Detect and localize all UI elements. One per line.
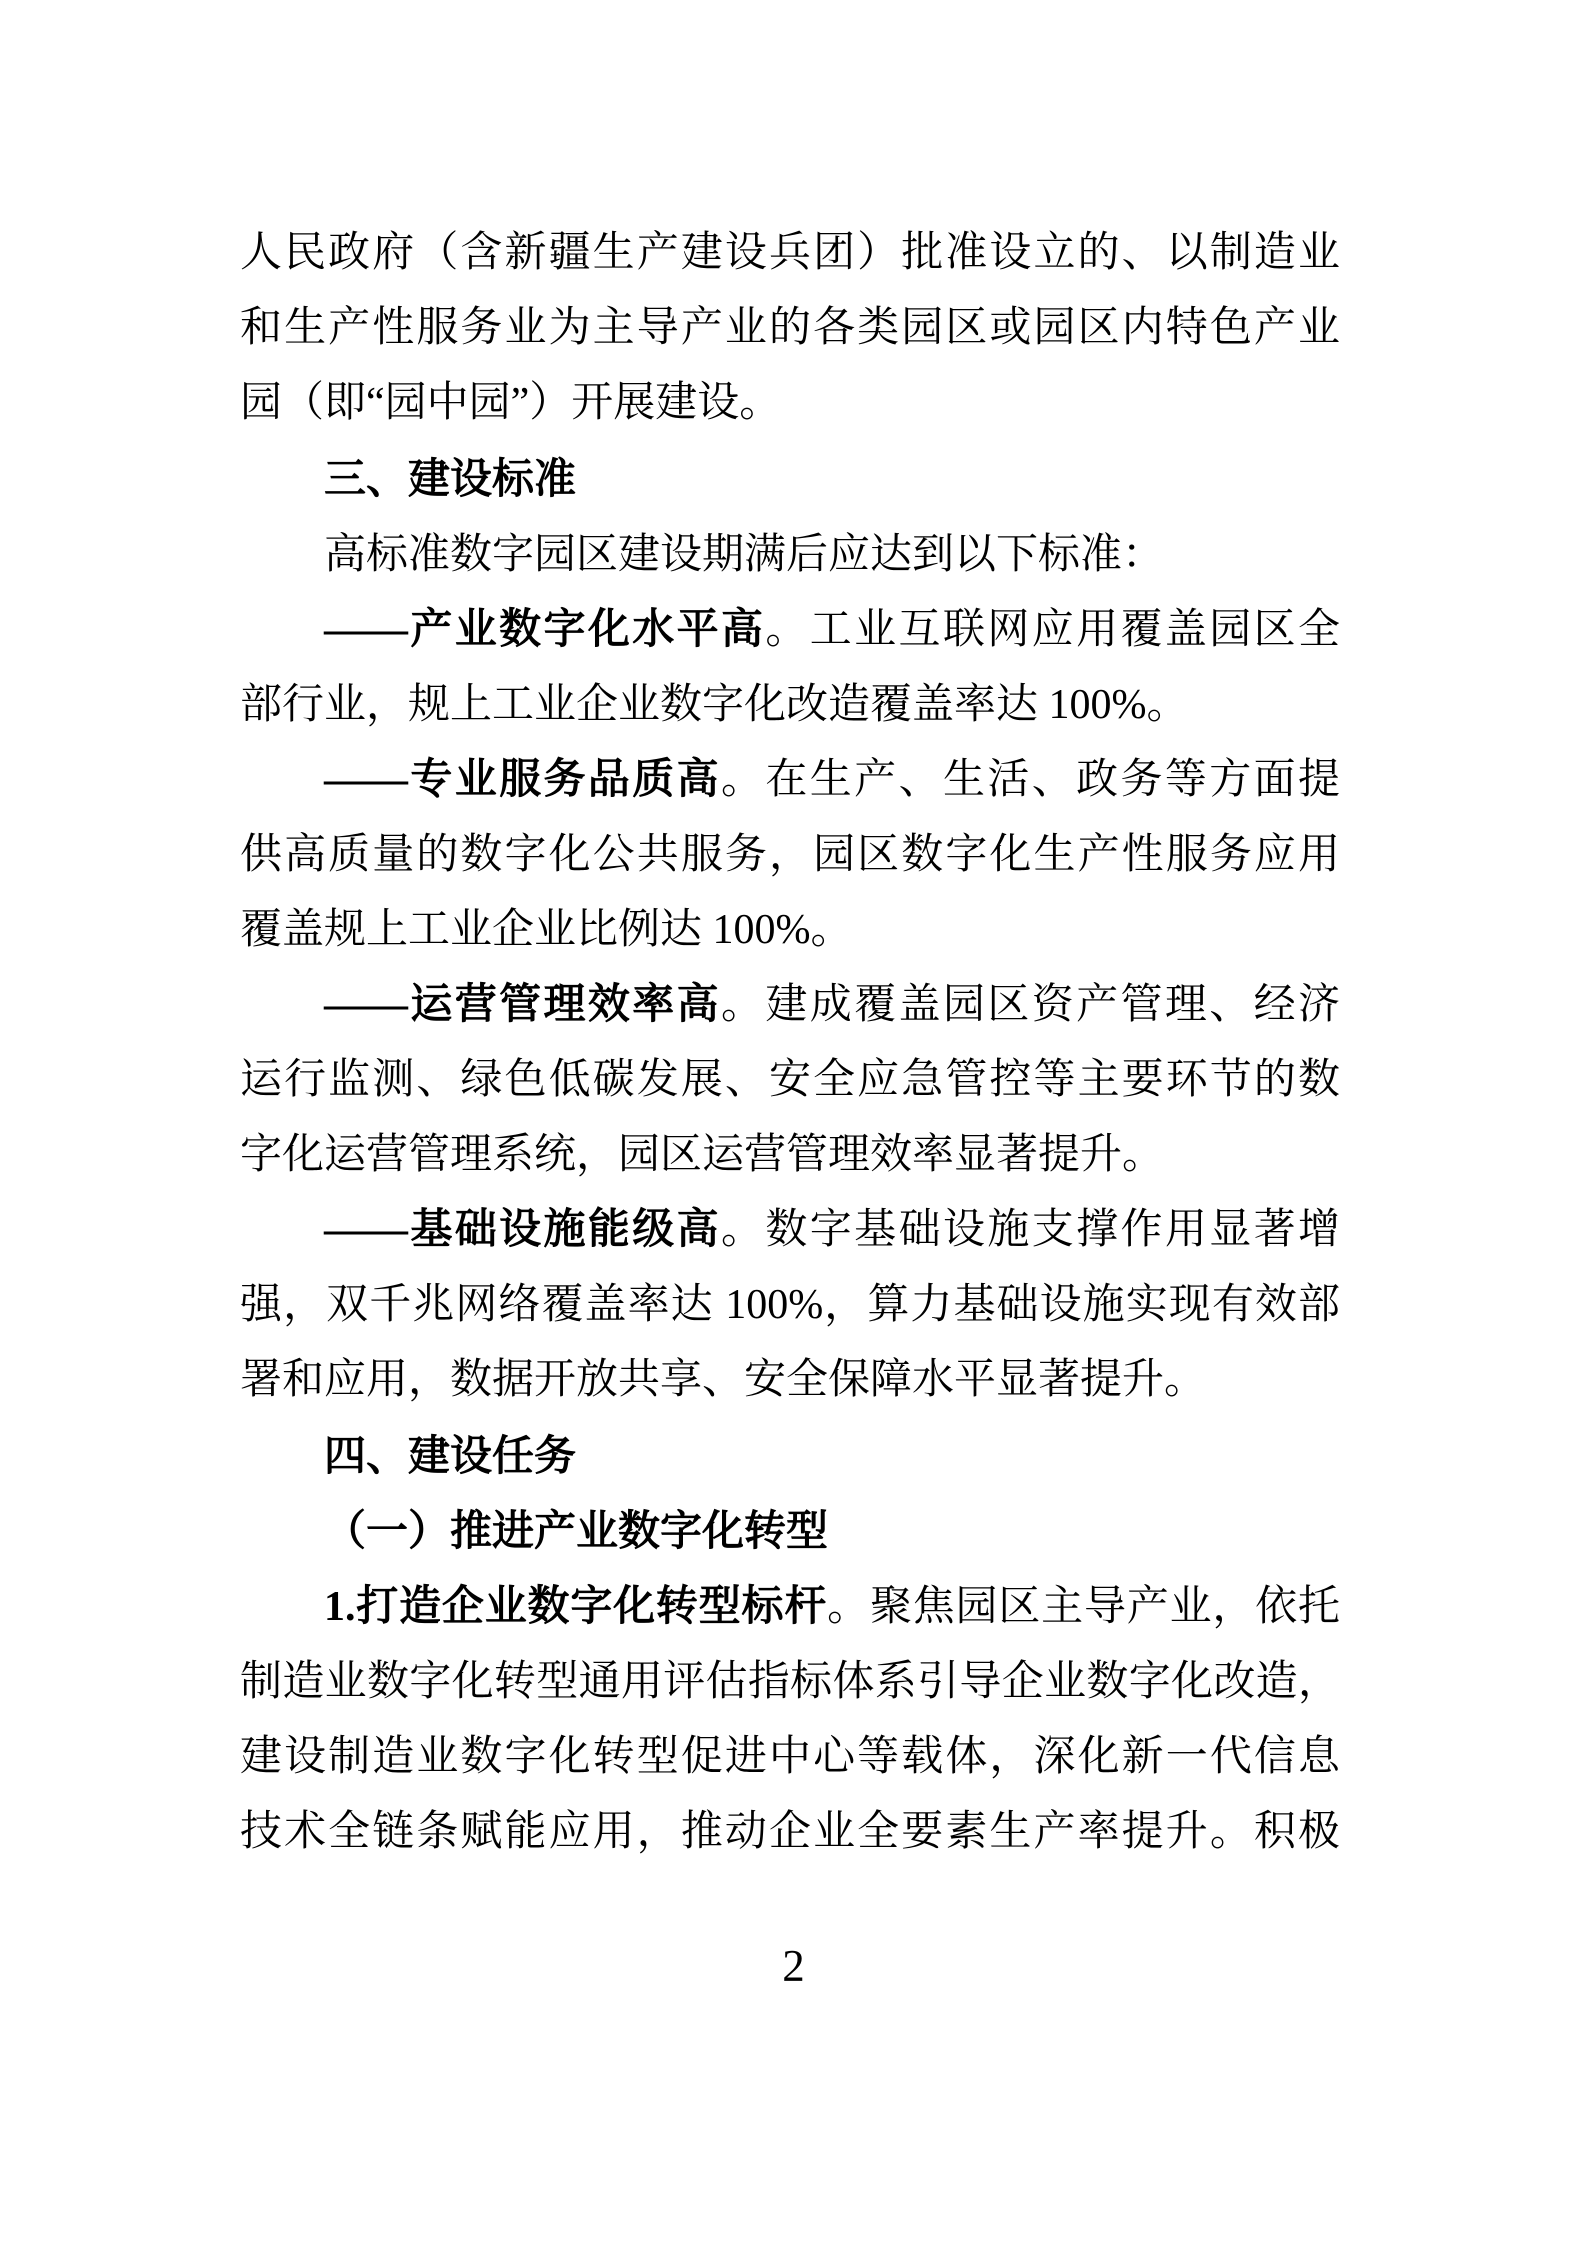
body-text: 字化运营管理系统，园区运营管理效率显著提升。 [240,1132,1165,1178]
run-in-heading: 1.打造企业数字化转型标杆 [324,1584,828,1630]
text-line [240,818,1340,893]
run-in-heading: ——基础设施能级高 [324,1207,722,1253]
body-text: 。数字基础设施支撑作用显著增 [721,1207,1340,1253]
body-text: 供高质量的数字化公共服务，园区数字化生产性服务应用 [240,832,1340,878]
text-line [240,1645,1340,1720]
body-text: 。在生产、生活、政务等方面提 [721,757,1340,803]
text-line [240,1343,1340,1418]
body-text: 。聚焦园区主导产业，依托 [827,1584,1340,1630]
run-in-heading: ——产业数字化水平高 [324,607,766,653]
text-line [240,1795,1340,1870]
text-line [240,1193,1340,1268]
body-text: 和生产性服务业为主导产业的各类园区或园区内特色产业 [240,305,1340,351]
body-text: 建设制造业数字化转型促进中心等载体，深化新一代信息 [240,1734,1340,1780]
subsection-heading: （一）推进产业数字化转型 [324,1509,829,1555]
body-text: 高标准数字园区建设期满后应达到以下标准： [324,532,1165,578]
run-in-heading: ——专业服务品质高 [324,757,722,803]
body-text: 强，双千兆网络覆盖率达 100%，算力基础设施实现有效部 [240,1282,1340,1328]
text-line [240,968,1340,1043]
text-line [240,1720,1340,1795]
body-text: 制造业数字化转型通用评估指标体系引导企业数字化改造， [240,1659,1340,1705]
text-line [240,441,1340,518]
text-line [240,1570,1340,1645]
text-line [240,593,1340,668]
text-line [240,893,1340,968]
body-text: 署和应用，数据开放共享、安全保障水平显著提升。 [240,1357,1207,1403]
text-line [240,518,1340,593]
body-text: 技术全链条赋能应用，推动企业全要素生产率提升。积极 [240,1809,1340,1855]
body-text: 覆盖规上工业企业比例达 100%。 [240,907,853,953]
text-line [240,1268,1340,1343]
text-line [240,1418,1340,1495]
document-body [240,216,1340,1870]
page-number: 2 [782,1941,805,1991]
text-line [240,743,1340,818]
text-line [240,366,1340,441]
body-text: 。工业互联网应用覆盖园区全 [765,607,1340,653]
body-text: 人民政府（含新疆生产建设兵团）批准设立的、以制造业 [240,230,1340,276]
section-heading: 四、建设任务 [324,1432,577,1479]
run-in-heading: ——运营管理效率高 [324,982,722,1028]
text-line [240,1043,1340,1118]
text-line [240,1495,1340,1570]
text-line [240,216,1340,291]
body-text: 园（即“园中园”）开展建设。 [240,380,782,426]
body-text: 。建成覆盖园区资产管理、经济 [721,982,1340,1028]
section-heading: 三、建设标准 [324,455,577,502]
text-line [240,668,1340,743]
text-line [240,291,1340,366]
body-text: 运行监测、绿色低碳发展、安全应急管控等主要环节的数 [240,1057,1340,1103]
text-line [240,1118,1340,1193]
body-text: 部行业，规上工业企业数字化改造覆盖率达 100%。 [240,682,1189,728]
